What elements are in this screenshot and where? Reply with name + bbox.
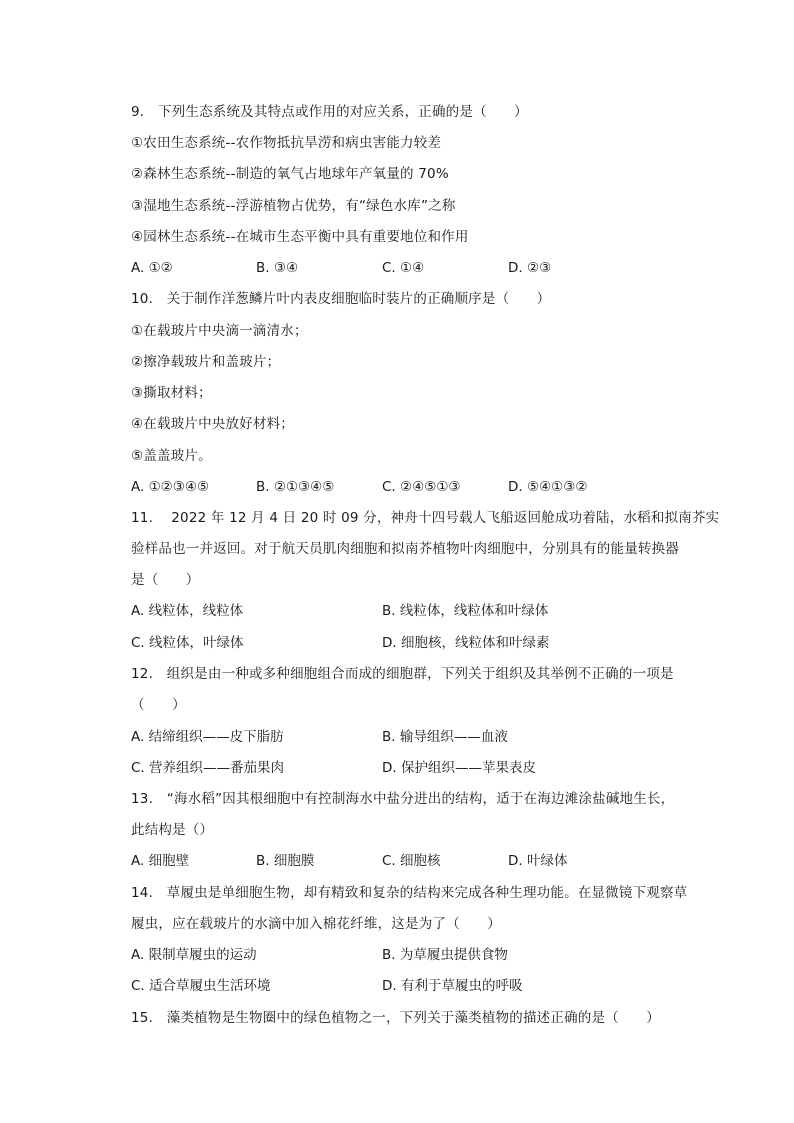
q10-item-4: ④在载玻片中央放好材料；	[131, 416, 295, 432]
q11-stem-line-1: 11. 2022 年 12 月 4 日 20 时 09 分，神舟十四号载人飞船返回舱成功着陆，水稻和拟南芥实	[131, 510, 720, 526]
q9-item-3: ③湿地生态系统--浮游植物占优势，有“绿色水库”之称	[131, 198, 456, 214]
q11-option-b: B. 线粒体，线粒体和叶绿体	[382, 603, 549, 619]
q12-option-a: A. 结缔组织——皮下脂肪	[131, 729, 284, 745]
q9-item-4: ④园林生态系统--在城市生态平衡中具有重要地位和作用	[131, 229, 469, 245]
q10-item-3: ③撕取材料；	[131, 385, 212, 401]
q10-item-1: ①在载玻片中央滴一滴清水；	[131, 323, 308, 339]
q10-option-b: B. ②①③④⑤	[256, 479, 335, 495]
q14-option-c: C. 适合草履虫生活环境	[131, 978, 271, 994]
q11-stem-line-2: 验样品也一并返回。对于航天员肌肉细胞和拟南芥植物叶肉细胞中，分别具有的能量转换器	[131, 541, 679, 557]
q11-stem-line-3: 是（ ）	[131, 572, 200, 588]
q10-option-c: C. ②④⑤①③	[382, 479, 461, 495]
q13-stem-line-2: 此结构是（）	[131, 822, 214, 838]
q12-stem-line-1: 12. 组织是由一种或多种细胞组合而成的细胞群，下列关于组织及其举例不正确的一项是	[131, 666, 674, 682]
q10-item-5: ⑤盖盖玻片。	[131, 448, 212, 464]
q10-option-d: D. ⑤④①③②	[508, 479, 588, 495]
q11-option-a: A. 线粒体，线粒体	[131, 603, 244, 619]
q9-stem: 9. 下列生态系统及其特点或作用的对应关系，正确的是（ ）	[131, 104, 528, 120]
q12-stem-line-2: （ ）	[131, 697, 186, 713]
q10-option-a: A. ①②③④⑤	[131, 479, 210, 495]
q9-option-c: C. ①④	[382, 260, 425, 276]
q10-stem: 10. 关于制作洋葱鳞片叶内表皮细胞临时装片的正确顺序是（ ）	[131, 291, 551, 307]
q11-option-d: D. 细胞核，线粒体和叶绿素	[382, 635, 550, 651]
q11-option-c: C. 线粒体，叶绿体	[131, 635, 244, 651]
q9-option-a: A. ①②	[131, 260, 173, 276]
q14-stem-line-1: 14. 草履虫是单细胞生物，却有精致和复杂的结构来完成各种生理功能。在显微镜下观察草	[131, 885, 688, 901]
q9-option-d: D. ②③	[508, 260, 552, 276]
q13-option-b: B. 细胞膜	[256, 853, 315, 869]
q13-option-d: D. 叶绿体	[508, 853, 568, 869]
q15-stem: 15. 藻类植物是生物圈中的绿色植物之一，下列关于藻类植物的描述正确的是（ ）	[131, 1010, 660, 1026]
q9-item-2: ②森林生态系统--制造的氧气占地球年产氧量的 70%	[131, 166, 449, 182]
q9-option-b: B. ③④	[256, 260, 299, 276]
q10-item-2: ②擦净载玻片和盖玻片；	[131, 354, 281, 370]
q13-option-c: C. 细胞核	[382, 853, 441, 869]
q14-option-a: A. 限制草履虫的运动	[131, 947, 257, 963]
q9-item-1: ①农田生态系统--农作物抵抗旱涝和病虫害能力较差	[131, 135, 442, 151]
q12-option-d: D. 保护组织——苹果表皮	[382, 760, 536, 776]
q13-option-a: A. 细胞壁	[131, 853, 190, 869]
q13-stem-line-1: 13. “海水稻”因其根细胞中有控制海水中盐分进出的结构，适于在海边滩涂盐碱地生长，	[131, 791, 675, 807]
q12-option-c: C. 营养组织——番茄果肉	[131, 760, 285, 776]
q14-stem-line-2: 履虫，应在载玻片的水滴中加入棉花纤维，这是为了（ ）	[131, 916, 501, 932]
q12-option-b: B. 输导组织——血液	[382, 729, 508, 745]
q14-option-d: D. 有利于草履虫的呼吸	[382, 978, 523, 994]
q14-option-b: B. 为草履虫提供食物	[382, 947, 508, 963]
